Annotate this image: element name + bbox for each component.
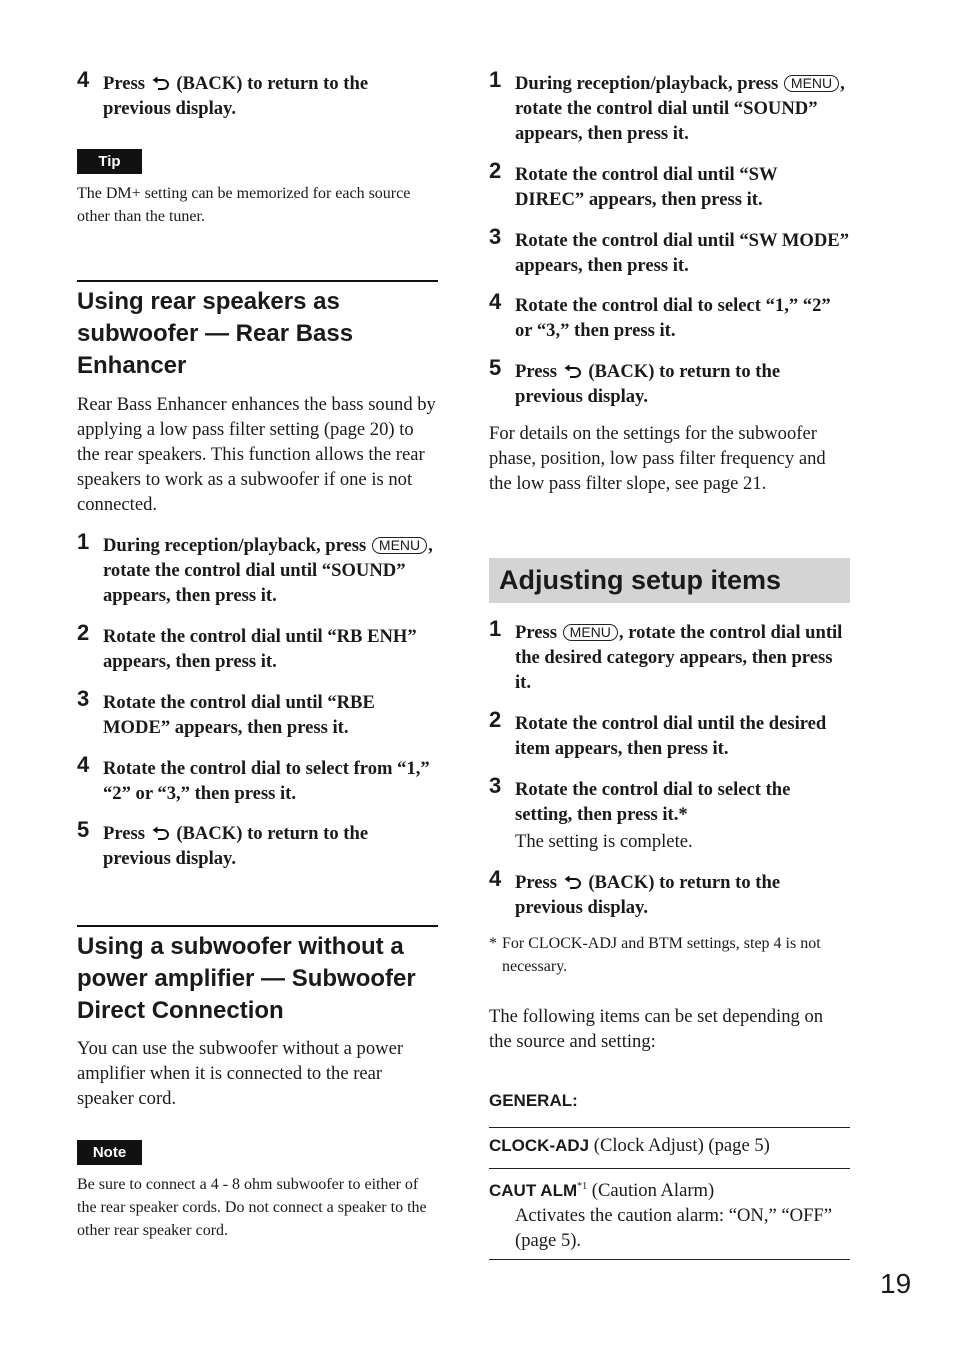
step-number: 5 <box>489 355 502 380</box>
step-number: 2 <box>489 707 502 732</box>
menu-key-icon: MENU <box>372 537 427 554</box>
step-text-post: to return to the previous display. <box>103 73 369 119</box>
step-number: 1 <box>77 529 90 554</box>
step-text: Rotate the control dial until the desired item appears, then press it. <box>515 713 827 759</box>
sdc-details: For details on the settings for the subwoofer phase, position, low pass filter frequency and the low pass filter slope, see page 21. <box>489 423 826 494</box>
item-superscript: *1 <box>577 1181 588 1192</box>
rbe-step-3 <box>77 686 438 740</box>
step-number: 1 <box>489 67 502 92</box>
setup-heading: Adjusting setup items <box>489 558 850 603</box>
item-term: CLOCK-ADJ <box>489 1136 590 1155</box>
back-icon <box>564 875 582 889</box>
rbe-heading: Using rear speakers as subwoofer — Rear Bass Enhancer <box>77 280 438 382</box>
rbe-step-1 <box>77 529 438 608</box>
rbe-step-2 <box>77 620 438 674</box>
step-number: 3 <box>489 224 502 249</box>
sdc-step-1 <box>489 67 850 146</box>
step-number: 3 <box>489 773 502 798</box>
step-number: 5 <box>77 817 90 842</box>
tip-text: The DM+ setting can be memorized for each source other than the tuner. <box>77 185 411 225</box>
step-number: 4 <box>77 752 90 777</box>
step-text-pre: Press <box>515 872 557 893</box>
step-back-top <box>77 67 438 121</box>
step-text-post: , rotate the control dial until “SOUND” appears, then press it. <box>103 535 433 606</box>
step-subtext: The setting is complete. <box>515 831 693 852</box>
footnote-mark: * <box>489 935 497 952</box>
back-key-label: (BACK) <box>588 872 655 893</box>
menu-key-icon: MENU <box>784 75 839 92</box>
sdc-step-3 <box>489 224 850 278</box>
back-key-label: (BACK) <box>176 823 243 844</box>
step-number: 3 <box>77 686 90 711</box>
step-text: Rotate the control dial until “SW DIREC” appears, then press it. <box>515 164 778 210</box>
step-number: 4 <box>77 67 90 92</box>
step-text-post: , rotate the control dial until “SOUND” appears, then press it. <box>515 73 845 144</box>
item-term: CAUT ALM <box>489 1181 578 1201</box>
footnote <box>489 932 850 978</box>
step-number: 4 <box>489 289 502 314</box>
step-number: 1 <box>489 616 502 641</box>
page-number: 19 <box>880 1268 912 1299</box>
setting-item-clock-adj <box>489 1133 850 1158</box>
step-text: Rotate the control dial to select the setting, then press it.* <box>515 779 791 825</box>
divider <box>489 1127 850 1128</box>
step-text: Rotate the control dial to select “1,” “2” or “3,” then press it. <box>515 295 831 341</box>
sdc-step-5 <box>489 355 850 409</box>
step-text: Rotate the control dial until “SW MODE” appears, then press it. <box>515 230 850 276</box>
sdc-intro: You can use the subwoofer without a power amplifier when it is connected to the rear speaker cord. <box>77 1038 404 1109</box>
following-text: The following items can be set depending on the source and setting: <box>489 1006 824 1052</box>
sdc-heading: Using a subwoofer without a power amplifier — Subwoofer Direct Connection <box>77 925 438 1027</box>
step-text-post: to return to the previous display. <box>103 823 369 869</box>
step-text-post: , rotate the control dial until the desired category appears, then press it. <box>515 622 843 693</box>
item-desc: (Caution Alarm) <box>591 1180 715 1202</box>
step-text: Rotate the control dial until “RBE MODE” appears, then press it. <box>103 692 375 738</box>
item-detail: Activates the caution alarm: “ON,” “OFF” (page 5). <box>515 1205 833 1252</box>
tip-label: Tip <box>77 149 142 174</box>
step-number: 2 <box>489 158 502 183</box>
back-icon <box>152 826 170 840</box>
setup-step-1 <box>489 616 850 695</box>
step-text-pre: Press <box>515 361 557 382</box>
step-number: 2 <box>77 620 90 645</box>
step-text: Rotate the control dial to select from “1,” “2” or “3,” then press it. <box>103 758 430 804</box>
sdc-step-2 <box>489 158 850 212</box>
footnote-text: For CLOCK-ADJ and BTM settings, step 4 is not necessary. <box>502 935 821 975</box>
back-icon <box>564 364 582 378</box>
item-desc: (Clock Adjust) (page 5) <box>593 1135 770 1156</box>
setup-step-2 <box>489 707 850 761</box>
rbe-step-5 <box>77 817 438 871</box>
back-icon <box>152 76 170 90</box>
step-text-post: to return to the previous display. <box>515 361 781 407</box>
setting-item-caut-alm <box>489 1174 850 1253</box>
divider <box>489 1259 850 1260</box>
setup-step-3 <box>489 773 850 854</box>
step-number: 4 <box>489 866 502 891</box>
note-label: Note <box>77 1140 142 1165</box>
rbe-step-4 <box>77 752 438 806</box>
step-text: Rotate the control dial until “RB ENH” appears, then press it. <box>103 626 417 672</box>
general-label: GENERAL: <box>489 1091 578 1110</box>
setup-step-4 <box>489 866 850 920</box>
note-text: Be sure to connect a 4 - 8 ohm subwoofer to either of the rear speaker cords. Do not connect a speaker to the other rear speaker cord. <box>77 1176 427 1239</box>
step-text-pre: Press <box>103 823 145 844</box>
back-key-label: (BACK) <box>176 73 243 94</box>
back-key-label: (BACK) <box>588 361 655 382</box>
menu-key-icon: MENU <box>563 624 618 641</box>
divider <box>489 1168 850 1169</box>
step-text-pre: During reception/playback, press <box>515 73 779 94</box>
step-text-post: to return to the previous display. <box>515 872 781 918</box>
rbe-intro: Rear Bass Enhancer enhances the bass sound by applying a low pass filter setting (page 20) to the rear speakers. This function allows the rear speakers to work as a subwoofer if one is not connected. <box>77 394 436 515</box>
step-text-pre: Press <box>103 73 145 94</box>
step-text-pre: Press <box>515 622 557 643</box>
sdc-step-4 <box>489 289 850 343</box>
step-text-pre: During reception/playback, press <box>103 535 367 556</box>
